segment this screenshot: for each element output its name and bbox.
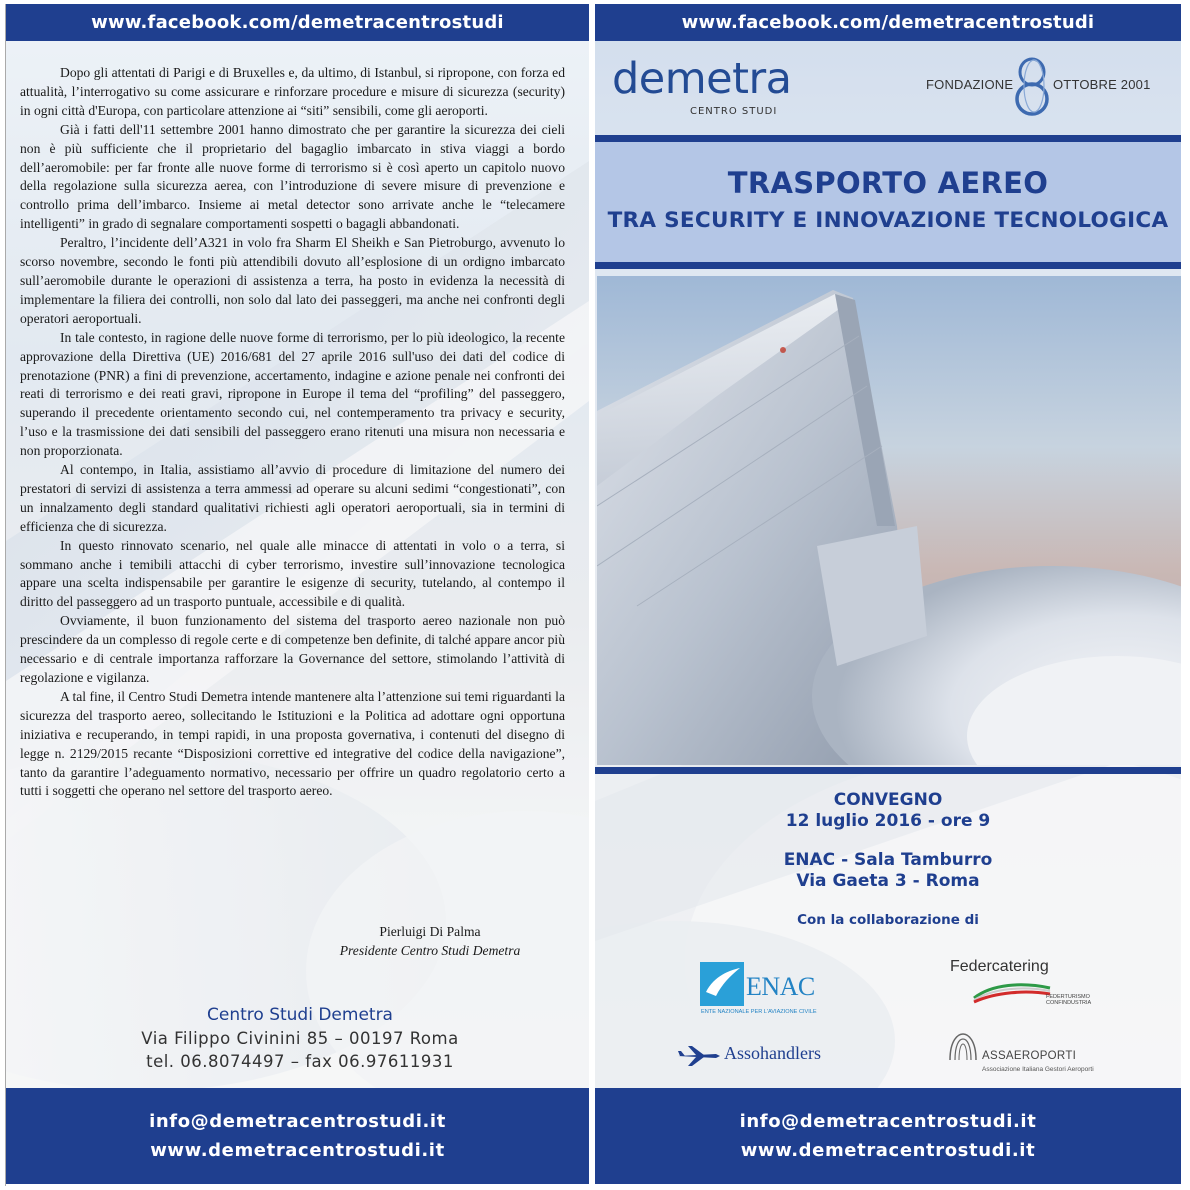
event-venue: ENAC - Sala Tamburro bbox=[783, 850, 993, 870]
facebook-link-left[interactable]: www.facebook.com/demetracentrostudi bbox=[6, 4, 589, 41]
letter-paragraph: In tale contesto, in ragione delle nuove forme di terrorismo, per lo più ideologico, la recente approvazione della Direttiva (UE) 2016/681 del 27 aprile 2016 sull'uso dei dati del codice di prenotazione (PNR) a fini di prevenzione, accertamento, indagine e azione penale nei confronti dei reati di terrorismo e dei reati gravi, ripropone in Europe il tema del “profiling” del passeggero, superando il precedente orientamento secondo cui, nel contemperamento tra privacy e security, l’uso e la trasmissione dei dati sensibili del passeggero erano ritenuti una misura non necessaria e non proporzionata. bbox=[20, 329, 565, 459]
facebook-link-right[interactable]: www.facebook.com/demetracentrostudi bbox=[595, 4, 1181, 41]
bottom-contact-right bbox=[595, 1088, 1181, 1184]
eight-figure-icon bbox=[1012, 56, 1052, 116]
letter-paragraph: Peraltro, l’incidente dell’A321 in volo fra Sharm El Sheikh e San Pietroburgo, avvenuto lo scorso novembre, secondo le fonti più attendibili dovuto all’esplosione di un ordigno imbarcato sull’aeromobile durante le operazioni di assistenza a terra, ha posto in evidenza la necessità di implementare la filiera dei controlli, non solo dal lato dei passeggeri, ma anche nei confronti degli operatori aeroportuali. bbox=[20, 235, 565, 326]
assaeroporti-mark-icon bbox=[946, 1030, 980, 1064]
ottobre-word: OTTOBRE 2001 bbox=[1053, 77, 1151, 92]
title-band bbox=[595, 135, 1181, 269]
assaeroporti-subtitle: Associazione Italiana Gestori Aeroporti bbox=[982, 1066, 1094, 1073]
assaeroporti-word: ASSAEROPORTI bbox=[982, 1050, 1077, 1062]
event-address: Via Gaeta 3 - Roma bbox=[796, 871, 980, 891]
event-date: 12 luglio 2016 - ore 9 bbox=[785, 811, 991, 831]
fold-gutter bbox=[589, 0, 595, 1190]
enac-mark-icon bbox=[700, 962, 744, 1006]
italian-flag-swoosh-icon bbox=[972, 980, 1052, 1004]
letter-paragraph: Già i fatti dell'11 settembre 2001 hanno dimostrato che per garantire la sicurezza dei cieli non è più sufficiente che il proprietario del bagaglio imbarcato in stiva viaggi a bordo dell’aeromobile: per far fronte alle nuove forme di terrorismo si è così aperto un capitolo nuovo della regolazione sulla sicurezza aerea, con l’introduzione di severe misure di prevenzione e controllo prima dell’imbarco. Insieme ai metal detector sono arrivate anche le “telecamere intelligenti” in grado di segnalare comportamenti sospetti o bagagli abbandonati. bbox=[20, 121, 565, 232]
event-kind: CONVEGNO bbox=[833, 790, 943, 810]
letter-paragraph: Ovviamente, il buon funzionamento del sistema del trasporto aereo nazionale non può prescindere da un complesso di regole certe e di competenze ben definite, di talché appare ancor più necessario e di centrale importanza rafforzare la Governance del settore, stimolando l’attività di regolazione e vigilanza. bbox=[20, 613, 565, 685]
federcatering-word: Federcatering bbox=[950, 958, 1049, 975]
demetra-logo-subtitle: CENTRO STUDI bbox=[690, 106, 778, 117]
letter-paragraph: In questo rinnovato scenario, nel quale alle minacce di attentati in volo o a terra, si sommano anche i temibili attacchi di cyber terrorismo, investire sull’innovazione tecnologica appare una scelta indispensabile per garantire le esigenze di security, tutelando, al contempo il diritto del passeggero ad un trasporto puntuale, accessibile e di qualità. bbox=[20, 537, 565, 610]
photo-bottom-rule bbox=[595, 767, 1181, 774]
federcatering-subtitle: FEDERTURISMO CONFINDUSTRIA bbox=[1046, 994, 1092, 1006]
fondazione-8-ottobre-logo bbox=[926, 56, 1166, 116]
federcatering-logo bbox=[950, 958, 1110, 1022]
enac-logo bbox=[700, 962, 824, 1020]
wing-photo-illustration bbox=[597, 276, 1181, 765]
email-link[interactable]: info@demetracentrostudi.it bbox=[149, 1111, 446, 1132]
website-link[interactable]: www.demetracentrostudi.it bbox=[740, 1140, 1036, 1161]
bottom-contact-left bbox=[6, 1088, 589, 1184]
website-link[interactable]: www.demetracentrostudi.it bbox=[150, 1140, 445, 1161]
street-address: Via Filippo Civinini 85 – 00197 Roma bbox=[141, 1029, 459, 1048]
assaeroporti-logo bbox=[946, 1030, 1116, 1078]
signature-name: Pierluigi Di Palma bbox=[379, 924, 481, 939]
main-title: TRASPORTO AEREO bbox=[727, 166, 1049, 200]
enac-logo-tagline: ENTE NAZIONALE PER L'AVIAZIONE CIVILE bbox=[701, 1009, 817, 1015]
letter-paragraph: Dopo gli attentati di Parigi e di Bruxelles e, da ultimo, di Istanbul, si ripropone, con forza ed attualità, l’interrogativo su come assicurare e rinforzare procedure e misure di sicurezza (security) in ogni città d'Europa, con particolare attenzione ai “siti” sensibili, come gli aeroporti. bbox=[20, 65, 565, 118]
signature-role: Presidente Centro Studi Demetra bbox=[339, 943, 521, 958]
signature-block bbox=[300, 922, 560, 960]
letter-paragraph: Al contempo, in Italia, assistiamo all’avvio di procedure di limitazione del numero dei prestatori di servizi di assistenza a terra ammessi ad operare su alcuni sedimi “congestionati”, con un innalzamento degli standard qualitativi richiesti agli operatori aeroportuali, sia in termini di efficienza che di sicurezza. bbox=[20, 462, 565, 534]
subtitle: TRA SECURITY E INNOVAZIONE TECNOLOGICA bbox=[607, 208, 1169, 233]
demetra-logo bbox=[612, 56, 791, 117]
email-link[interactable]: info@demetracentrostudi.it bbox=[739, 1111, 1037, 1132]
event-details bbox=[595, 790, 1181, 892]
assohandlers-word: Assohandlers bbox=[724, 1043, 821, 1063]
assohandlers-logo bbox=[678, 1040, 848, 1070]
demetra-logo-word: demetra bbox=[612, 54, 792, 104]
fondazione-word: FONDAZIONE bbox=[926, 77, 1014, 92]
contact-address bbox=[140, 1004, 460, 1073]
airplane-wing-photo bbox=[597, 276, 1181, 765]
organization-name: Centro Studi Demetra bbox=[207, 1005, 393, 1025]
introduction-letter bbox=[20, 64, 565, 801]
enac-logo-word: ENAC bbox=[746, 972, 815, 1001]
event-spacer bbox=[595, 832, 1181, 850]
letter-paragraph: A tal fine, il Centro Studi Demetra intende mantenere alta l’attenzione sui temi riguardanti la sicurezza del trasporto aereo, sollecitando le Istituzioni e la Politica ad adottare ogni opportuna iniziativa e recuperando, in tempi rapidi, in una proposta governativa, i contenuti del disegno di legge n. 2129/2015 recante “Disposizioni correttive ed integrative del codice della navigazione”, tanto da garantire l’adeguamento normativo, necessario per offrire un quadro regolatorio certo a tutti i soggetti che operano nel settore del trasporto aereo. bbox=[20, 688, 565, 799]
collaboration-heading: Con la collaborazione di bbox=[797, 912, 979, 928]
airplane-icon bbox=[678, 1046, 720, 1066]
phone-fax: tel. 06.8074497 – fax 06.97611931 bbox=[146, 1052, 454, 1071]
